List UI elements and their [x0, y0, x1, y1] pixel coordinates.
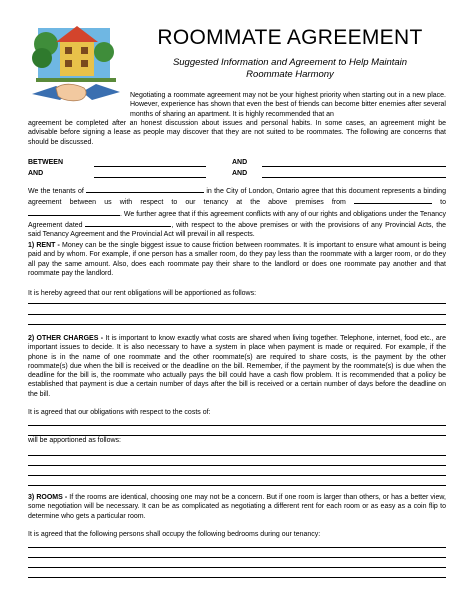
tenancy-text-7: , with respect to the above premises or with the provisions of any [171, 221, 383, 229]
apportioned-label: will be apportioned as follows: [28, 437, 121, 444]
apportion-line-4[interactable] [28, 485, 446, 486]
ground [36, 78, 116, 82]
rooms-agreement: It is agreed that the following persons shall occupy the following bedrooms during our tenancy: [28, 531, 321, 538]
tenancy-text-5: . We further agree that if this agreement conflicts with any of our rights and obligations under [120, 210, 407, 218]
rooms-section [28, 493, 446, 521]
sleeve-right [82, 84, 120, 100]
subtitle-line-2: Roommate Harmony [246, 69, 334, 80]
rent-heading: 1) RENT - [28, 242, 60, 249]
tenancy-agreement-date-field[interactable] [85, 219, 171, 227]
rent-body: Money can be the single biggest issue to cause friction between roommates. It is important to ensure what amount is being paid and by whom. For example, if one person has a smaller room, do they pay less than the roommate with a larger room, or do they all pay the same amount. Also, does each roommate pay their share to the landlord or does one roommate pay another and that roommate pay the landlord. [28, 242, 446, 277]
other-charges-heading: 2) OTHER CHARGES - [28, 335, 104, 342]
window-1 [65, 47, 72, 54]
other-charges-agreement: It is agreed that our obligations with respect to the costs of: [28, 409, 211, 416]
rooms-line-3[interactable] [28, 567, 446, 568]
rent-line-1[interactable] [28, 303, 446, 304]
rent-section [28, 241, 446, 278]
other-charges-body: It is important to know exactly what costs are shared when living together. Telephone, internet, food etc., are important issues to decide. It is also necessary to have a system in place when payment is made or required. For example, if the phone is in the name of one roommate and the other roommate(s) are required to share costs, is the payment by the other roommate(s) due when the bill is received or the deadline on the bill. Remember, if the payment by the roommate(s) is due when the deadline for the bill is, the roommate who actually pays the bill could have a cash flow problem. It is recommended that a policy be established that payment is due a certain number of days after the bill is received or a certain number of days before the deadline on the bill. [28, 335, 446, 398]
rooms-body: If the rooms are identical, choosing one may not be a concern. But if one room is larger than others, or has a better view, some negotiation will be necessary. It can be as complicated as negotiating a different rent for each room or as easy as a coin flip to determine who gets a particular room. [28, 494, 446, 520]
address-field[interactable] [86, 185, 204, 193]
between-label: BETWEEN [28, 159, 63, 166]
party-2-field[interactable] [262, 166, 446, 167]
rooms-heading: 3) ROOMS - [28, 494, 68, 501]
tenancy-text-1: We the tenants of [28, 188, 84, 195]
tenancy-text-8: Provincial Acts, the said Tenancy Agreement and the Provincial Act will prevail in all respects. [28, 221, 446, 239]
rooms-line-2[interactable] [28, 557, 446, 558]
handshake [56, 84, 86, 101]
window-4 [81, 60, 88, 67]
tenancy-text-3: a binding agreement between us with respect to our tenancy at the above premises from [28, 188, 446, 207]
house-wall [60, 40, 94, 76]
tenancy-text-6: the Tenancy Agreement dated [28, 210, 447, 229]
tree-left-2 [32, 48, 52, 68]
window-2 [81, 47, 88, 54]
costs-line-1[interactable] [28, 425, 446, 426]
house-handshake-icon [30, 22, 122, 110]
party-1-field[interactable] [94, 166, 206, 167]
start-date-field[interactable] [354, 196, 432, 204]
tenancy-text-2: in the City of London, Ontario agree that this document represents [206, 188, 415, 195]
and-label-1: AND [232, 159, 248, 166]
rooms-line-1[interactable] [28, 547, 446, 548]
subtitle-line-1: Suggested Information and Agreement to Help Maintain [172, 57, 408, 68]
document-subtitle [130, 57, 450, 81]
document-title: ROOMMATE AGREEMENT [157, 26, 423, 49]
apportion-line-2[interactable] [28, 465, 446, 466]
apportion-line-3[interactable] [28, 475, 446, 476]
and-label-3: AND [232, 170, 248, 177]
rent-line-2[interactable] [28, 314, 446, 315]
end-date-field[interactable] [28, 208, 120, 216]
intro-paragraph-top: Negotiating a roommate agreement may not be your highest priority when starting out in a new place. However, experience has shown that even the best of friends can become bitter enemies after several months of sharing an apartment. It is highly recommended that an [130, 92, 446, 118]
other-charges-section [28, 334, 446, 399]
tree-right [94, 42, 114, 62]
window-3 [65, 60, 72, 67]
tenancy-paragraph [28, 185, 446, 239]
and-label-2: AND [28, 170, 44, 177]
rooms-line-4[interactable] [28, 577, 446, 578]
rent-line-3[interactable] [28, 324, 446, 325]
tenancy-text-4: to [440, 199, 446, 207]
rent-agreement: It is hereby agreed that our rent obligations will be apportioned as follows: [28, 290, 257, 297]
intro-paragraph: agreement be completed after an honest discussion about issues and personal habits. In some cases, an agreement might be advisable before signing a lease as people may discover that they are not suited to be roommates. The following are concerns that should be discussed. [28, 120, 446, 146]
apportion-line-1[interactable] [28, 455, 446, 456]
party-4-field[interactable] [262, 177, 446, 178]
party-3-field[interactable] [94, 177, 206, 178]
